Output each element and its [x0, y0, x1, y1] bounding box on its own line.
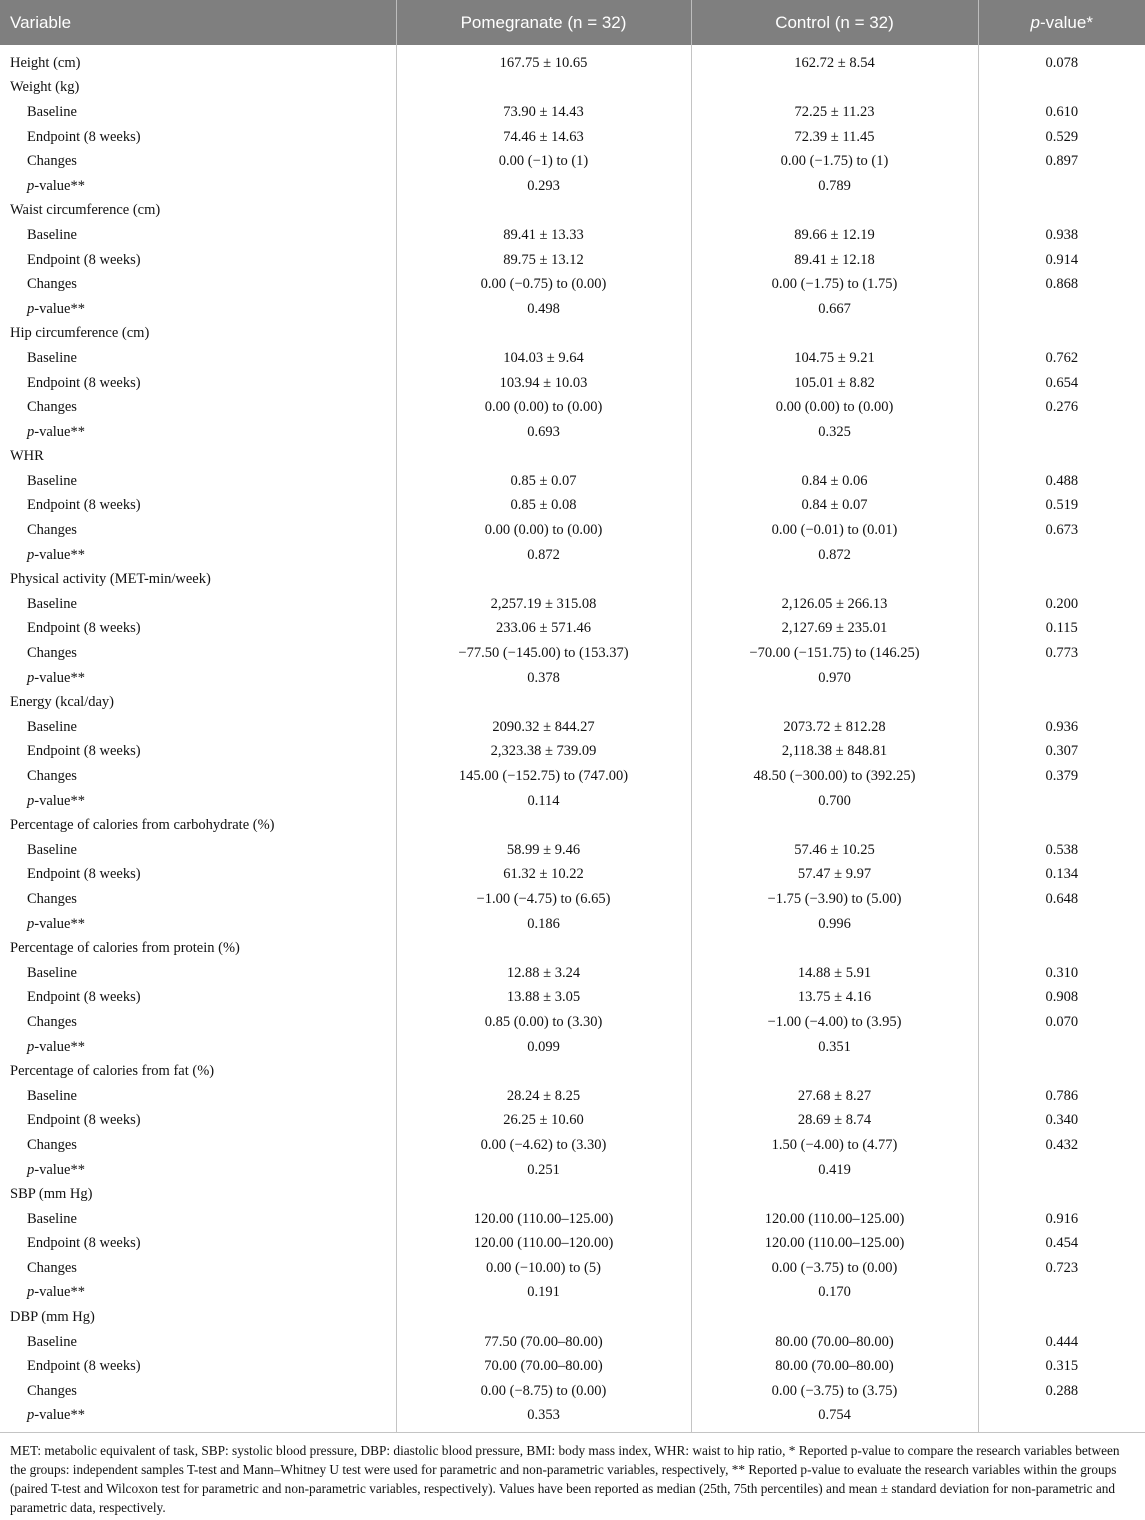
cell-pomegranate: 103.94 ± 10.03	[396, 371, 691, 396]
cell-pomegranate: 0.099	[396, 1035, 691, 1060]
table-row	[0, 567, 1145, 592]
cell-control: 0.667	[691, 297, 978, 322]
cell-pomegranate	[396, 567, 691, 592]
table-row	[0, 617, 1145, 642]
table-row	[0, 346, 1145, 371]
table-row	[0, 494, 1145, 519]
cell-pomegranate	[396, 199, 691, 224]
cell-p-value	[978, 174, 1145, 199]
table-row	[0, 1010, 1145, 1035]
row-label: Percentage of calories from carbohydrate (%)	[0, 813, 396, 838]
table-row	[0, 887, 1145, 912]
cell-p-value	[978, 1035, 1145, 1060]
row-label: p-value**	[0, 1035, 396, 1060]
row-label: p-value**	[0, 1158, 396, 1183]
cell-control: 28.69 ± 8.74	[691, 1109, 978, 1134]
table-row	[0, 1281, 1145, 1306]
row-label: p-value**	[0, 297, 396, 322]
row-label: Changes	[0, 641, 396, 666]
row-label: Energy (kcal/day)	[0, 690, 396, 715]
cell-pomegranate: 0.85 ± 0.08	[396, 494, 691, 519]
row-label: Hip circumference (cm)	[0, 322, 396, 347]
table-row	[0, 961, 1145, 986]
row-label: Weight (kg)	[0, 76, 396, 101]
row-label: Baseline	[0, 592, 396, 617]
row-label: Baseline	[0, 100, 396, 125]
cell-control	[691, 445, 978, 470]
table-row	[0, 912, 1145, 937]
cell-control	[691, 199, 978, 224]
cell-pomegranate: 0.251	[396, 1158, 691, 1183]
cell-pomegranate: 74.46 ± 14.63	[396, 125, 691, 150]
cell-p-value	[978, 936, 1145, 961]
table-row	[0, 125, 1145, 150]
column-header-pomegranate: Pomegranate (n = 32)	[396, 0, 691, 45]
cell-control: 89.41 ± 12.18	[691, 248, 978, 273]
cell-pomegranate: 12.88 ± 3.24	[396, 961, 691, 986]
table-row	[0, 1084, 1145, 1109]
cell-control: 0.170	[691, 1281, 978, 1306]
cell-p-value: 0.786	[1045, 1087, 1079, 1104]
row-label: Percentage of calories from fat (%)	[0, 1059, 396, 1084]
row-label: Endpoint (8 weeks)	[0, 1109, 396, 1134]
cell-control	[691, 322, 978, 347]
cell-p-value: 0.936	[1045, 718, 1079, 735]
cell-pomegranate: 0.00 (−8.75) to (0.00)	[396, 1379, 691, 1404]
row-label: p-value**	[0, 666, 396, 691]
cell-p-value	[978, 76, 1145, 101]
cell-control: 2,118.38 ± 848.81	[691, 740, 978, 765]
table-row	[0, 1133, 1145, 1158]
table-row	[0, 100, 1145, 125]
row-label: WHR	[0, 445, 396, 470]
cell-control: 0.00 (−1.75) to (1.75)	[691, 272, 978, 297]
table-row	[0, 764, 1145, 789]
cell-pomegranate: 0.00 (−1) to (1)	[396, 149, 691, 174]
cell-p-value	[978, 322, 1145, 347]
table-row	[0, 272, 1145, 297]
cell-p-value	[978, 543, 1145, 568]
cell-control: 72.25 ± 11.23	[691, 100, 978, 125]
cell-control: 13.75 ± 4.16	[691, 986, 978, 1011]
cell-pomegranate: 145.00 (−152.75) to (747.00)	[396, 764, 691, 789]
cell-p-value: 0.673	[1045, 522, 1079, 539]
column-header-p-value: p-value*	[978, 0, 1145, 45]
row-label: p-value**	[0, 1281, 396, 1306]
row-label: p-value**	[0, 789, 396, 814]
cell-pomegranate: 28.24 ± 8.25	[396, 1084, 691, 1109]
cell-pomegranate: 0.85 ± 0.07	[396, 469, 691, 494]
table-row	[0, 1330, 1145, 1355]
row-label: Baseline	[0, 223, 396, 248]
cell-pomegranate: −77.50 (−145.00) to (153.37)	[396, 641, 691, 666]
table-row	[0, 174, 1145, 199]
cell-pomegranate: 167.75 ± 10.65	[396, 45, 691, 76]
row-label: Changes	[0, 1133, 396, 1158]
table-row	[0, 395, 1145, 420]
cell-control	[691, 690, 978, 715]
cell-pomegranate: 2090.32 ± 844.27	[396, 715, 691, 740]
row-label: Changes	[0, 764, 396, 789]
table-row	[0, 445, 1145, 470]
table-body	[0, 45, 1145, 1432]
cell-p-value: 0.078	[1045, 54, 1079, 71]
cell-p-value	[978, 690, 1145, 715]
cell-pomegranate: 0.00 (0.00) to (0.00)	[396, 395, 691, 420]
cell-pomegranate: 0.00 (0.00) to (0.00)	[396, 518, 691, 543]
cell-p-value: 0.340	[1045, 1112, 1079, 1129]
cell-p-value: 0.276	[1045, 399, 1079, 416]
cell-p-value: 0.610	[1045, 103, 1079, 120]
row-label: p-value**	[0, 543, 396, 568]
cell-p-value	[978, 1305, 1145, 1330]
cell-p-value: 0.134	[1045, 866, 1079, 883]
cell-p-value: 0.454	[1045, 1235, 1079, 1252]
cell-pomegranate	[396, 76, 691, 101]
cell-p-value	[978, 1158, 1145, 1183]
table-row	[0, 1207, 1145, 1232]
table-row	[0, 518, 1145, 543]
cell-p-value	[978, 1281, 1145, 1306]
cell-pomegranate: 0.186	[396, 912, 691, 937]
row-label: Changes	[0, 1256, 396, 1281]
cell-p-value: 0.868	[1045, 276, 1079, 293]
cell-pomegranate	[396, 936, 691, 961]
cell-p-value: 0.070	[1045, 1013, 1079, 1030]
row-label: Height (cm)	[0, 45, 396, 76]
row-label: Physical activity (MET-min/week)	[0, 567, 396, 592]
table-row	[0, 371, 1145, 396]
cell-control: −1.75 (−3.90) to (5.00)	[691, 887, 978, 912]
table-row	[0, 863, 1145, 888]
cell-pomegranate: 89.75 ± 13.12	[396, 248, 691, 273]
table-row	[0, 1182, 1145, 1207]
cell-p-value: 0.115	[1045, 620, 1078, 637]
cell-pomegranate: 0.00 (−0.75) to (0.00)	[396, 272, 691, 297]
row-label: Baseline	[0, 346, 396, 371]
row-label: Changes	[0, 518, 396, 543]
cell-p-value	[978, 813, 1145, 838]
cell-control: 0.00 (−0.01) to (0.01)	[691, 518, 978, 543]
cell-control	[691, 1305, 978, 1330]
cell-p-value: 0.916	[1045, 1210, 1079, 1227]
cell-pomegranate: 120.00 (110.00–120.00)	[396, 1232, 691, 1257]
cell-p-value: 0.897	[1045, 153, 1079, 170]
row-label: Endpoint (8 weeks)	[0, 740, 396, 765]
cell-pomegranate: 0.498	[396, 297, 691, 322]
cell-control: 0.325	[691, 420, 978, 445]
cell-control: 105.01 ± 8.82	[691, 371, 978, 396]
row-label: Endpoint (8 weeks)	[0, 617, 396, 642]
row-label: Baseline	[0, 469, 396, 494]
column-header-control: Control (n = 32)	[691, 0, 978, 45]
row-label: Changes	[0, 1010, 396, 1035]
cell-pomegranate: 2,323.38 ± 739.09	[396, 740, 691, 765]
cell-pomegranate: 0.00 (−4.62) to (3.30)	[396, 1133, 691, 1158]
cell-pomegranate: 120.00 (110.00–125.00)	[396, 1207, 691, 1232]
row-label: Baseline	[0, 715, 396, 740]
cell-pomegranate: 73.90 ± 14.43	[396, 100, 691, 125]
cell-control: 0.789	[691, 174, 978, 199]
cell-pomegranate: 70.00 (70.00–80.00)	[396, 1354, 691, 1379]
cell-pomegranate: 0.191	[396, 1281, 691, 1306]
cell-pomegranate: 89.41 ± 13.33	[396, 223, 691, 248]
cell-control	[691, 1182, 978, 1207]
cell-p-value	[978, 567, 1145, 592]
cell-control: 57.47 ± 9.97	[691, 863, 978, 888]
cell-pomegranate	[396, 445, 691, 470]
row-label: p-value**	[0, 420, 396, 445]
cell-control	[691, 813, 978, 838]
row-label: SBP (mm Hg)	[0, 1182, 396, 1207]
cell-p-value: 0.654	[1045, 374, 1079, 391]
cell-pomegranate	[396, 690, 691, 715]
cell-control: 120.00 (110.00–125.00)	[691, 1207, 978, 1232]
row-label: Baseline	[0, 838, 396, 863]
cell-control: 1.50 (−4.00) to (4.77)	[691, 1133, 978, 1158]
row-label: Baseline	[0, 1207, 396, 1232]
cell-p-value: 0.519	[1045, 497, 1079, 514]
cell-p-value: 0.938	[1045, 226, 1079, 243]
cell-control: 162.72 ± 8.54	[691, 45, 978, 76]
cell-pomegranate: 0.378	[396, 666, 691, 691]
table-row	[0, 936, 1145, 961]
cell-pomegranate: 0.85 (0.00) to (3.30)	[396, 1010, 691, 1035]
table-row	[0, 592, 1145, 617]
cell-pomegranate: 77.50 (70.00–80.00)	[396, 1330, 691, 1355]
cell-control: 14.88 ± 5.91	[691, 961, 978, 986]
table-row	[0, 199, 1145, 224]
table-row	[0, 76, 1145, 101]
cell-p-value	[978, 666, 1145, 691]
cell-control: 0.872	[691, 543, 978, 568]
cell-pomegranate: 233.06 ± 571.46	[396, 617, 691, 642]
table-row	[0, 690, 1145, 715]
table-row	[0, 1354, 1145, 1379]
cell-p-value: 0.648	[1045, 890, 1079, 907]
column-header-variable: Variable	[0, 0, 396, 45]
row-label: DBP (mm Hg)	[0, 1305, 396, 1330]
cell-pomegranate: 13.88 ± 3.05	[396, 986, 691, 1011]
row-label: p-value**	[0, 912, 396, 937]
cell-pomegranate	[396, 1305, 691, 1330]
row-label: Changes	[0, 149, 396, 174]
table-row	[0, 543, 1145, 568]
table-row	[0, 223, 1145, 248]
cell-pomegranate: 0.693	[396, 420, 691, 445]
cell-p-value: 0.908	[1045, 989, 1079, 1006]
row-label: Endpoint (8 weeks)	[0, 863, 396, 888]
row-label: p-value**	[0, 1404, 396, 1433]
row-label: Changes	[0, 395, 396, 420]
cell-p-value	[978, 1059, 1145, 1084]
cell-control	[691, 936, 978, 961]
cell-p-value: 0.914	[1045, 251, 1079, 268]
cell-p-value	[978, 445, 1145, 470]
row-label: Waist circumference (cm)	[0, 199, 396, 224]
cell-control: 72.39 ± 11.45	[691, 125, 978, 150]
cell-control: 0.970	[691, 666, 978, 691]
cell-pomegranate: 0.353	[396, 1404, 691, 1433]
row-label: Baseline	[0, 961, 396, 986]
row-label: Baseline	[0, 1330, 396, 1355]
cell-pomegranate: 58.99 ± 9.46	[396, 838, 691, 863]
row-label: Changes	[0, 272, 396, 297]
cell-p-value	[978, 789, 1145, 814]
table-row	[0, 1109, 1145, 1134]
table-row	[0, 469, 1145, 494]
table-row	[0, 1059, 1145, 1084]
cell-pomegranate: 104.03 ± 9.64	[396, 346, 691, 371]
cell-control: 120.00 (110.00–125.00)	[691, 1232, 978, 1257]
table-row	[0, 420, 1145, 445]
cell-control: 2,127.69 ± 235.01	[691, 617, 978, 642]
cell-control: 27.68 ± 8.27	[691, 1084, 978, 1109]
cell-control: 48.50 (−300.00) to (392.25)	[691, 764, 978, 789]
cell-p-value	[978, 297, 1145, 322]
cell-pomegranate: −1.00 (−4.75) to (6.65)	[396, 887, 691, 912]
cell-p-value: 0.307	[1045, 743, 1079, 760]
cell-control: −70.00 (−151.75) to (146.25)	[691, 641, 978, 666]
table-row	[0, 715, 1145, 740]
table-row	[0, 1232, 1145, 1257]
table-row	[0, 838, 1145, 863]
cell-p-value	[978, 1182, 1145, 1207]
cell-p-value: 0.200	[1045, 595, 1079, 612]
table-row	[0, 1404, 1145, 1433]
row-label: Endpoint (8 weeks)	[0, 1354, 396, 1379]
cell-control: 0.84 ± 0.06	[691, 469, 978, 494]
row-label: Endpoint (8 weeks)	[0, 494, 396, 519]
cell-control	[691, 76, 978, 101]
table-row	[0, 248, 1145, 273]
cell-p-value: 0.432	[1045, 1136, 1079, 1153]
table-row	[0, 297, 1145, 322]
cell-control	[691, 1059, 978, 1084]
cell-control	[691, 567, 978, 592]
header-row	[0, 0, 1145, 45]
cell-pomegranate	[396, 1059, 691, 1084]
cell-pomegranate	[396, 322, 691, 347]
cell-control: 57.46 ± 10.25	[691, 838, 978, 863]
cell-control: 0.00 (0.00) to (0.00)	[691, 395, 978, 420]
cell-pomegranate	[396, 813, 691, 838]
cell-pomegranate: 0.293	[396, 174, 691, 199]
row-label: Endpoint (8 weeks)	[0, 1232, 396, 1257]
cell-p-value: 0.315	[1045, 1358, 1079, 1375]
cell-p-value: 0.723	[1045, 1259, 1079, 1276]
cell-control: 0.00 (−3.75) to (3.75)	[691, 1379, 978, 1404]
cell-p-value: 0.538	[1045, 841, 1079, 858]
cell-control: 104.75 ± 9.21	[691, 346, 978, 371]
table-row	[0, 1379, 1145, 1404]
cell-control: 0.00 (−3.75) to (0.00)	[691, 1256, 978, 1281]
cell-control: 0.996	[691, 912, 978, 937]
cell-p-value: 0.379	[1045, 768, 1079, 785]
cell-p-value: 0.488	[1045, 472, 1079, 489]
cell-control: 2073.72 ± 812.28	[691, 715, 978, 740]
cell-pomegranate: 26.25 ± 10.60	[396, 1109, 691, 1134]
row-label: Endpoint (8 weeks)	[0, 248, 396, 273]
cell-p-value	[978, 199, 1145, 224]
cell-control: 2,126.05 ± 266.13	[691, 592, 978, 617]
cell-control: 0.351	[691, 1035, 978, 1060]
row-label: Baseline	[0, 1084, 396, 1109]
table-row	[0, 986, 1145, 1011]
row-label: p-value**	[0, 174, 396, 199]
cell-control: 0.00 (−1.75) to (1)	[691, 149, 978, 174]
cell-p-value: 0.762	[1045, 349, 1079, 366]
table-row	[0, 45, 1145, 76]
table-row	[0, 149, 1145, 174]
table-row	[0, 322, 1145, 347]
table-row	[0, 1158, 1145, 1183]
table-row	[0, 1305, 1145, 1330]
cell-pomegranate: 61.32 ± 10.22	[396, 863, 691, 888]
table-row	[0, 1035, 1145, 1060]
cell-control: 80.00 (70.00–80.00)	[691, 1330, 978, 1355]
cell-pomegranate: 0.00 (−10.00) to (5)	[396, 1256, 691, 1281]
cell-pomegranate: 0.114	[396, 789, 691, 814]
table-row	[0, 641, 1145, 666]
row-label: Endpoint (8 weeks)	[0, 125, 396, 150]
cell-p-value	[978, 420, 1145, 445]
row-label: Percentage of calories from protein (%)	[0, 936, 396, 961]
cell-control: 0.754	[691, 1404, 978, 1433]
cell-p-value: 0.773	[1045, 645, 1079, 662]
cell-p-value: 0.288	[1045, 1382, 1079, 1399]
cell-p-value: 0.529	[1045, 128, 1079, 145]
row-label: Endpoint (8 weeks)	[0, 986, 396, 1011]
cell-control: 80.00 (70.00–80.00)	[691, 1354, 978, 1379]
cell-control: −1.00 (−4.00) to (3.95)	[691, 1010, 978, 1035]
table-row	[0, 1256, 1145, 1281]
row-label: Changes	[0, 1379, 396, 1404]
cell-p-value	[978, 912, 1145, 937]
table-row	[0, 666, 1145, 691]
cell-control: 0.419	[691, 1158, 978, 1183]
cell-pomegranate: 2,257.19 ± 315.08	[396, 592, 691, 617]
cell-control: 0.84 ± 0.07	[691, 494, 978, 519]
cell-pomegranate: 0.872	[396, 543, 691, 568]
cell-control: 0.700	[691, 789, 978, 814]
row-label: Changes	[0, 887, 396, 912]
cell-control: 89.66 ± 12.19	[691, 223, 978, 248]
cell-p-value: 0.444	[1045, 1333, 1079, 1350]
cell-p-value: 0.310	[1045, 964, 1079, 981]
row-label: Endpoint (8 weeks)	[0, 371, 396, 396]
table-footnote: MET: metabolic equivalent of task, SBP: systolic blood pressure, DBP: diastolic blood pressure, BMI: body mass index, WHR: waist to hip ratio, * Reported p-value to compare the research variables between the groups: independent samples T-test and Mann–Whitney U test were used for parametric and non-parametric variables, respectively, ** Reported p-value to evaluate the research variables within the groups (paired T-test and Wilcoxon test for parametric and non-parametric variables, respectively). Values have been reported as median (25th, 75th percentiles) and mean ± standard deviation for non-parametric and parametric data, respectively.	[0, 1432, 1145, 1517]
table-row	[0, 813, 1145, 838]
table-row	[0, 740, 1145, 765]
table-row	[0, 789, 1145, 814]
cell-p-value	[978, 1404, 1145, 1433]
cell-pomegranate	[396, 1182, 691, 1207]
